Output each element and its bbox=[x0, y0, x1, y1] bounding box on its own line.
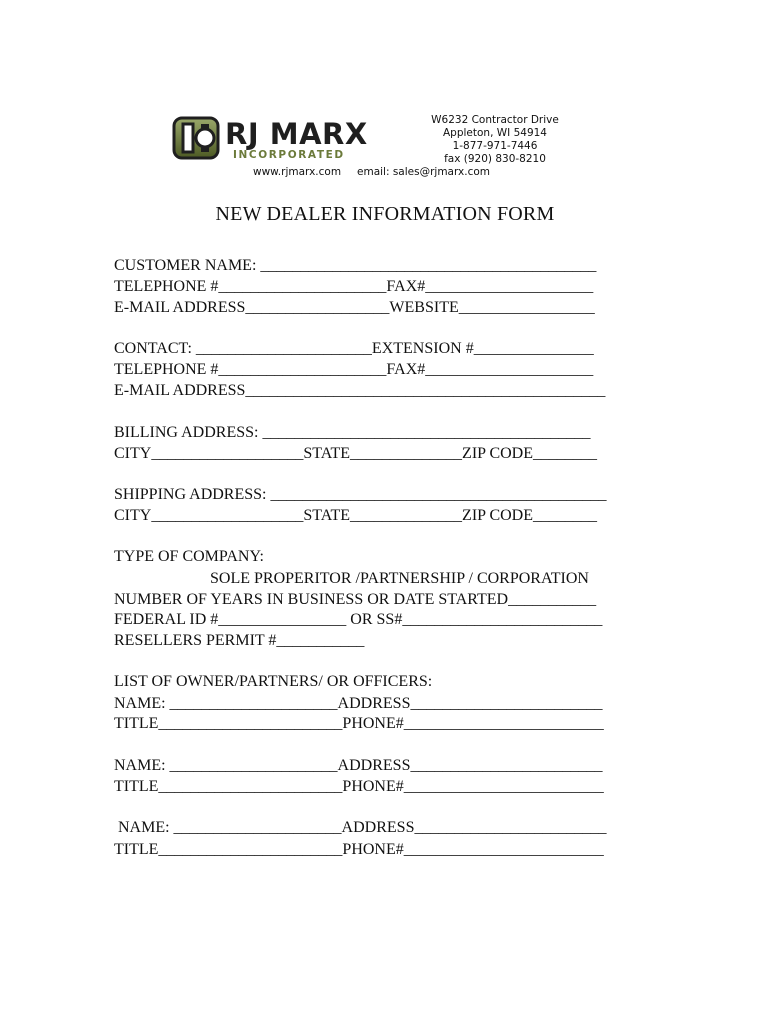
logo-subtitle: INCORPORATED bbox=[233, 149, 345, 161]
field-owner-1-name-address[interactable]: NAME: _____________________ADDRESS________________________ bbox=[114, 695, 603, 712]
company-website: www.rjmarx.com bbox=[253, 166, 342, 178]
field-billing-address[interactable]: BILLING ADDRESS: _________________________________________ bbox=[114, 424, 591, 441]
field-years-in-business[interactable]: NUMBER OF YEARS IN BUSINESS OR DATE STARTED___________ bbox=[114, 591, 597, 608]
field-contact-extension[interactable]: CONTACT: ______________________EXTENSION #_______________ bbox=[114, 340, 594, 357]
field-owner-3-name-address[interactable]: NAME: _____________________ADDRESS________________________ bbox=[114, 819, 607, 836]
field-owner-2-name-address[interactable]: NAME: _____________________ADDRESS________________________ bbox=[114, 757, 603, 774]
address-fax: fax (920) 830-8210 bbox=[444, 153, 546, 165]
company-address bbox=[420, 114, 570, 166]
field-resellers-permit[interactable]: RESELLERS PERMIT #___________ bbox=[114, 632, 365, 649]
company-type-options[interactable]: SOLE PROPERITOR /PARTNERSHIP / CORPORATION bbox=[114, 570, 589, 587]
address-city: Appleton, WI 54914 bbox=[443, 127, 547, 139]
label-owners-officers: LIST OF OWNER/PARTNERS/ OR OFFICERS: bbox=[114, 673, 433, 690]
field-telephone-fax[interactable]: TELEPHONE #_____________________FAX#_____________________ bbox=[114, 278, 594, 295]
field-owner-1-title-phone[interactable]: TITLE_______________________PHONE#_________________________ bbox=[114, 715, 604, 732]
field-shipping-city-state-zip[interactable]: CITY___________________STATE______________ZIP CODE________ bbox=[114, 507, 598, 524]
address-phone: 1-877-971-7446 bbox=[452, 140, 538, 152]
field-federal-id-ss[interactable]: FEDERAL ID #________________ OR SS#_________________________ bbox=[114, 611, 603, 628]
address-street: W6232 Contractor Drive bbox=[431, 114, 559, 126]
rj-marx-logo bbox=[171, 112, 371, 164]
field-billing-city-state-zip[interactable]: CITY___________________STATE______________ZIP CODE________ bbox=[114, 445, 598, 462]
company-email: email: sales@rjmarx.com bbox=[357, 166, 490, 178]
field-contact-email[interactable]: E-MAIL ADDRESS_____________________________________________ bbox=[114, 382, 606, 399]
field-contact-telephone-fax[interactable]: TELEPHONE #_____________________FAX#_____________________ bbox=[114, 361, 594, 378]
field-owner-2-title-phone[interactable]: TITLE_______________________PHONE#_________________________ bbox=[114, 778, 604, 795]
field-shipping-address[interactable]: SHIPPING ADDRESS: __________________________________________ bbox=[114, 486, 607, 503]
form-title: NEW DEALER INFORMATION FORM bbox=[215, 203, 555, 225]
field-email-website[interactable]: E-MAIL ADDRESS__________________WEBSITE_________________ bbox=[114, 299, 595, 316]
field-customer-name[interactable]: CUSTOMER NAME: __________________________________________ bbox=[114, 257, 597, 274]
field-owner-3-title-phone[interactable]: TITLE_______________________PHONE#_________________________ bbox=[114, 841, 604, 858]
label-type-of-company: TYPE OF COMPANY: bbox=[114, 548, 264, 565]
logo-wordmark: RJ MARX bbox=[225, 117, 368, 151]
